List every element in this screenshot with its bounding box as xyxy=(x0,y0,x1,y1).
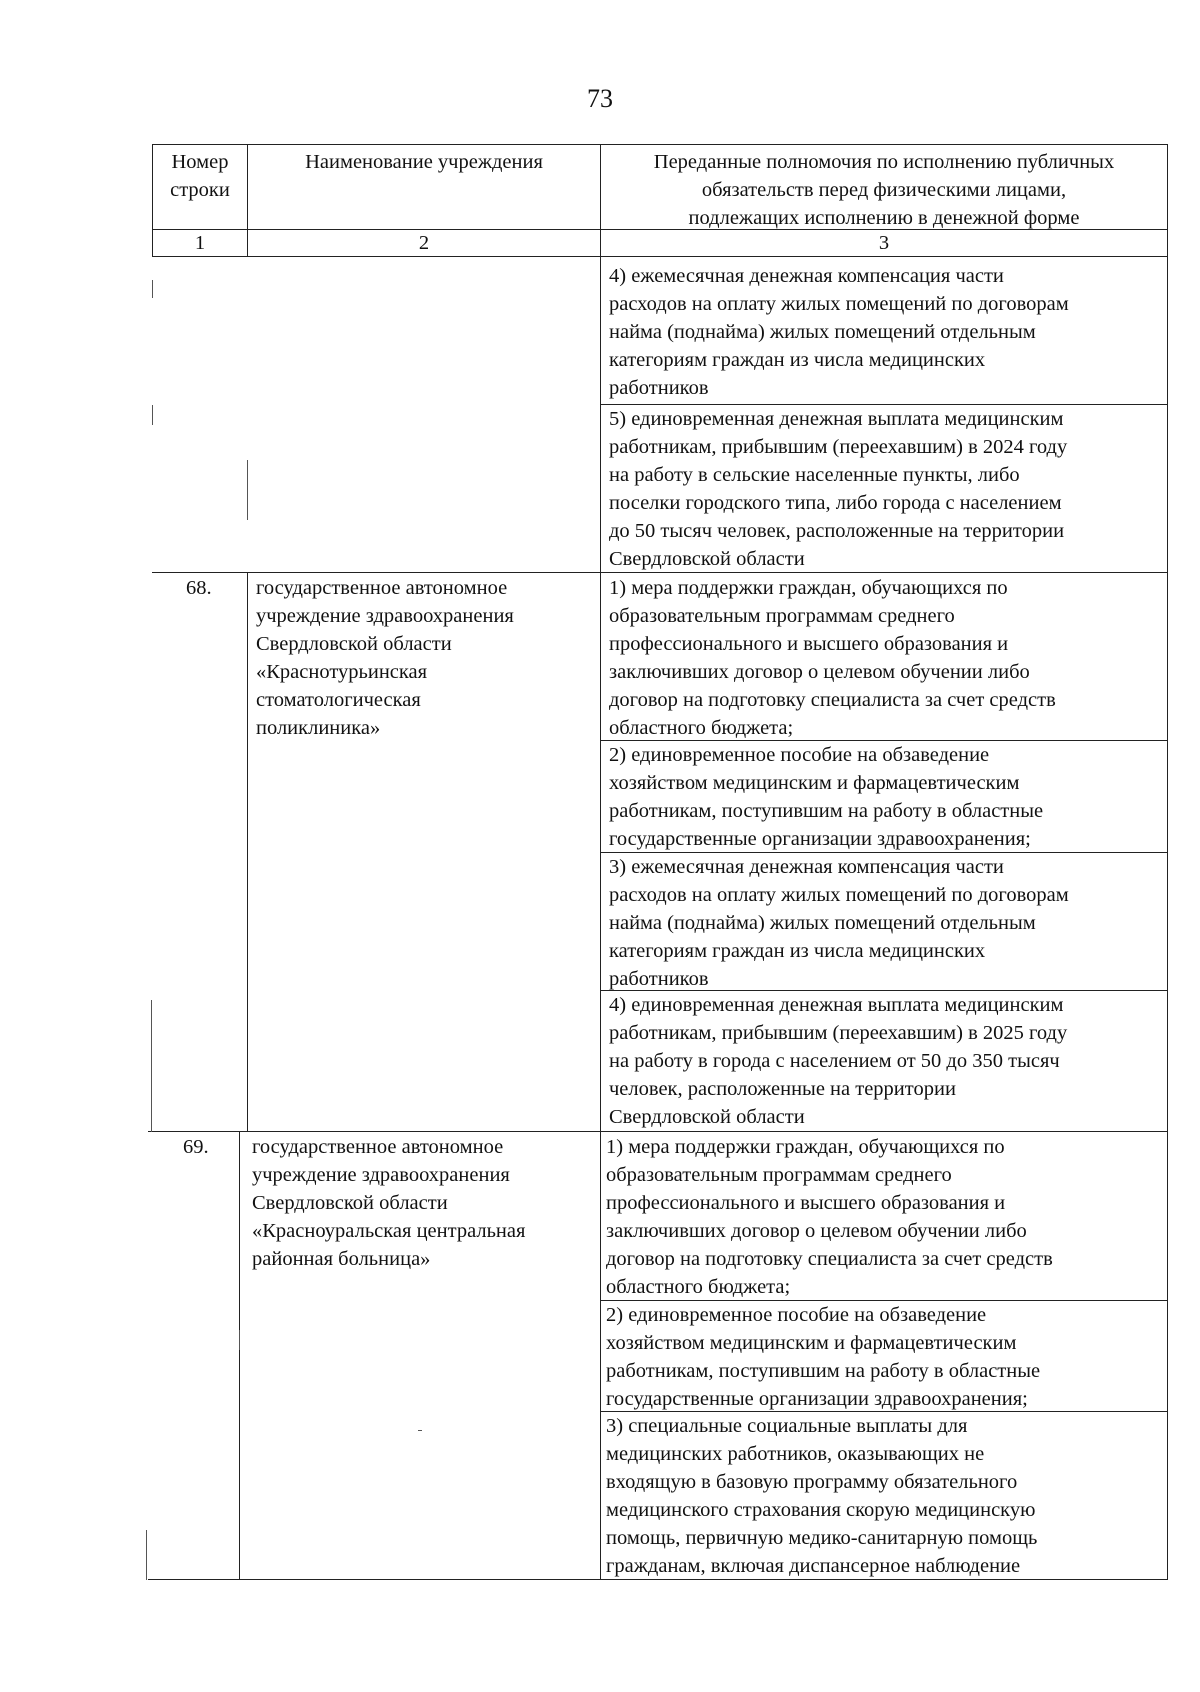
item-line: Свердловской области xyxy=(609,548,805,570)
power-item-4 xyxy=(609,991,1067,1131)
item-line: областного бюджета; xyxy=(606,1276,791,1298)
item-line: работникам, поступившим на работу в областные xyxy=(606,1360,1041,1382)
table-border-top xyxy=(152,144,1168,145)
item-line: расходов на оплату жилых помещений по договорам xyxy=(609,293,1069,315)
item-line: 3) специальные социальные выплаты для xyxy=(606,1415,968,1437)
continuation-item-5 xyxy=(609,405,1067,573)
item-line: поселки городского типа, либо города с населением xyxy=(609,492,1062,514)
item-line: государственные организации здравоохранения; xyxy=(606,1388,1028,1410)
item-line: на работу в города с населением от 50 до 350 тысяч xyxy=(609,1050,1060,1072)
institution-line: поликлиника» xyxy=(256,717,381,739)
item-line: договор на подготовку специалиста за счет средств xyxy=(606,1248,1053,1270)
item-line: профессионального и высшего образования и xyxy=(609,633,1009,655)
institution-line: районная больница» xyxy=(252,1248,431,1270)
scan-mark xyxy=(146,1530,147,1580)
item-line: входящую в базовую программу обязательного xyxy=(606,1471,1018,1493)
header-text: Наименование учреждения xyxy=(305,151,543,173)
item-line: гражданам, включая диспансерное наблюдение xyxy=(606,1555,1021,1577)
item-line: медицинского страхования скорую медицинскую xyxy=(606,1499,1036,1521)
institution-name xyxy=(252,1133,525,1273)
column-border-2-3 xyxy=(600,144,601,1579)
scan-mark xyxy=(151,1000,152,1132)
scan-mark xyxy=(247,460,248,520)
item-line: помощь, первичную медико-санитарную помощь xyxy=(606,1527,1038,1549)
power-item-2 xyxy=(606,1301,1040,1413)
page-number: 73 xyxy=(587,84,613,113)
row-number: 68. xyxy=(186,577,212,599)
item-line: областного бюджета; xyxy=(609,717,794,739)
institution-line: стоматологическая xyxy=(256,689,421,711)
power-item-1 xyxy=(606,1133,1053,1301)
institution-name xyxy=(256,574,514,742)
item-line: медицинских работников, оказывающих не xyxy=(606,1443,985,1465)
power-item-3 xyxy=(606,1412,1037,1580)
item-line: заключивших договор о целевом обучении либо xyxy=(606,1220,1027,1242)
scan-mark xyxy=(418,1430,422,1431)
column-number-3: 3 xyxy=(878,232,890,254)
institution-line: «Красноуральская центральная xyxy=(252,1220,526,1242)
power-item-1 xyxy=(609,574,1056,742)
item-line: категориям граждан из числа медицинских xyxy=(609,940,986,962)
item-line: профессионального и высшего образования и xyxy=(606,1192,1006,1214)
institution-line: государственное автономное xyxy=(256,577,508,599)
item-line: Свердловской области xyxy=(609,1106,805,1128)
item-line: 5) единовременная денежная выплата медицинским xyxy=(609,408,1064,430)
item-line: человек, расположенные на территории xyxy=(609,1078,956,1100)
header-institution-name xyxy=(248,148,600,176)
institution-line: Свердловской области xyxy=(252,1192,448,1214)
scan-mark xyxy=(152,405,153,425)
item-line: расходов на оплату жилых помещений по договорам xyxy=(609,884,1069,906)
column-border-1-2 xyxy=(247,572,248,1131)
institution-line: государственное автономное xyxy=(252,1136,504,1158)
scan-mark xyxy=(239,1330,240,1350)
item-line: 4) единовременная денежная выплата медицинским xyxy=(609,994,1064,1016)
item-line: 2) единовременное пособие на обзаведение xyxy=(606,1304,987,1326)
item-line: 3) ежемесячная денежная компенсация части xyxy=(609,856,1004,878)
header-row-number xyxy=(152,148,248,204)
item-line: образовательным программам среднего xyxy=(609,605,955,627)
item-line: работников xyxy=(609,377,709,399)
item-line: договор на подготовку специалиста за счет средств xyxy=(609,689,1056,711)
item-line: до 50 тысяч человек, расположенные на территории xyxy=(609,520,1065,542)
item-line: хозяйством медицинским и фармацевтическим xyxy=(609,772,1020,794)
item-line: работникам, прибывшим (переехавшим) в 2025 году xyxy=(609,1022,1068,1044)
institution-line: учреждение здравоохранения xyxy=(256,605,514,627)
item-line: 4) ежемесячная денежная компенсация части xyxy=(609,265,1004,287)
column-number-2: 2 xyxy=(418,232,430,254)
item-line: 1) мера поддержки граждан, обучающихся по xyxy=(609,577,1008,599)
power-item-2 xyxy=(609,741,1043,853)
institution-line: «Краснотурьинская xyxy=(256,661,428,683)
item-line: найма (поднайма) жилых помещений отдельным xyxy=(609,912,1036,934)
continuation-item-4 xyxy=(609,262,1069,402)
power-item-3 xyxy=(609,853,1069,993)
item-line: категориям граждан из числа медицинских xyxy=(609,349,986,371)
item-line: на работу в сельские населенные пункты, либо xyxy=(609,464,1020,486)
item-line: 1) мера поддержки граждан, обучающихся по xyxy=(606,1136,1005,1158)
item-line: заключивших договор о целевом обучении либо xyxy=(609,661,1030,683)
header-text: подлежащих исполнению в денежной форме xyxy=(688,207,1080,229)
header-text: Номер xyxy=(171,151,229,173)
institution-line: Свердловской области xyxy=(256,633,452,655)
item-line: найма (поднайма) жилых помещений отдельным xyxy=(609,321,1036,343)
item-line: 2) единовременное пособие на обзаведение xyxy=(609,744,990,766)
item-line: работников xyxy=(609,968,709,990)
item-line: государственные организации здравоохранения; xyxy=(609,828,1031,850)
item-line: работникам, прибывшим (переехавшим) в 2024 году xyxy=(609,436,1068,458)
header-text: обязательств перед физическими лицами, xyxy=(701,179,1067,201)
item-line: образовательным программам среднего xyxy=(606,1164,952,1186)
column-border-right xyxy=(1167,144,1168,1579)
institution-line: учреждение здравоохранения xyxy=(252,1164,510,1186)
header-powers xyxy=(601,148,1167,232)
header-text: строки xyxy=(170,179,230,201)
item-line: работникам, поступившим на работу в областные xyxy=(609,800,1044,822)
column-border-1-2 xyxy=(239,1131,240,1579)
item-line: хозяйством медицинским и фармацевтическим xyxy=(606,1332,1017,1354)
column-number-1: 1 xyxy=(194,232,206,254)
scan-mark xyxy=(152,280,153,298)
header-text: Переданные полномочия по исполнению публичных xyxy=(653,151,1115,173)
row-number: 69. xyxy=(183,1136,209,1158)
